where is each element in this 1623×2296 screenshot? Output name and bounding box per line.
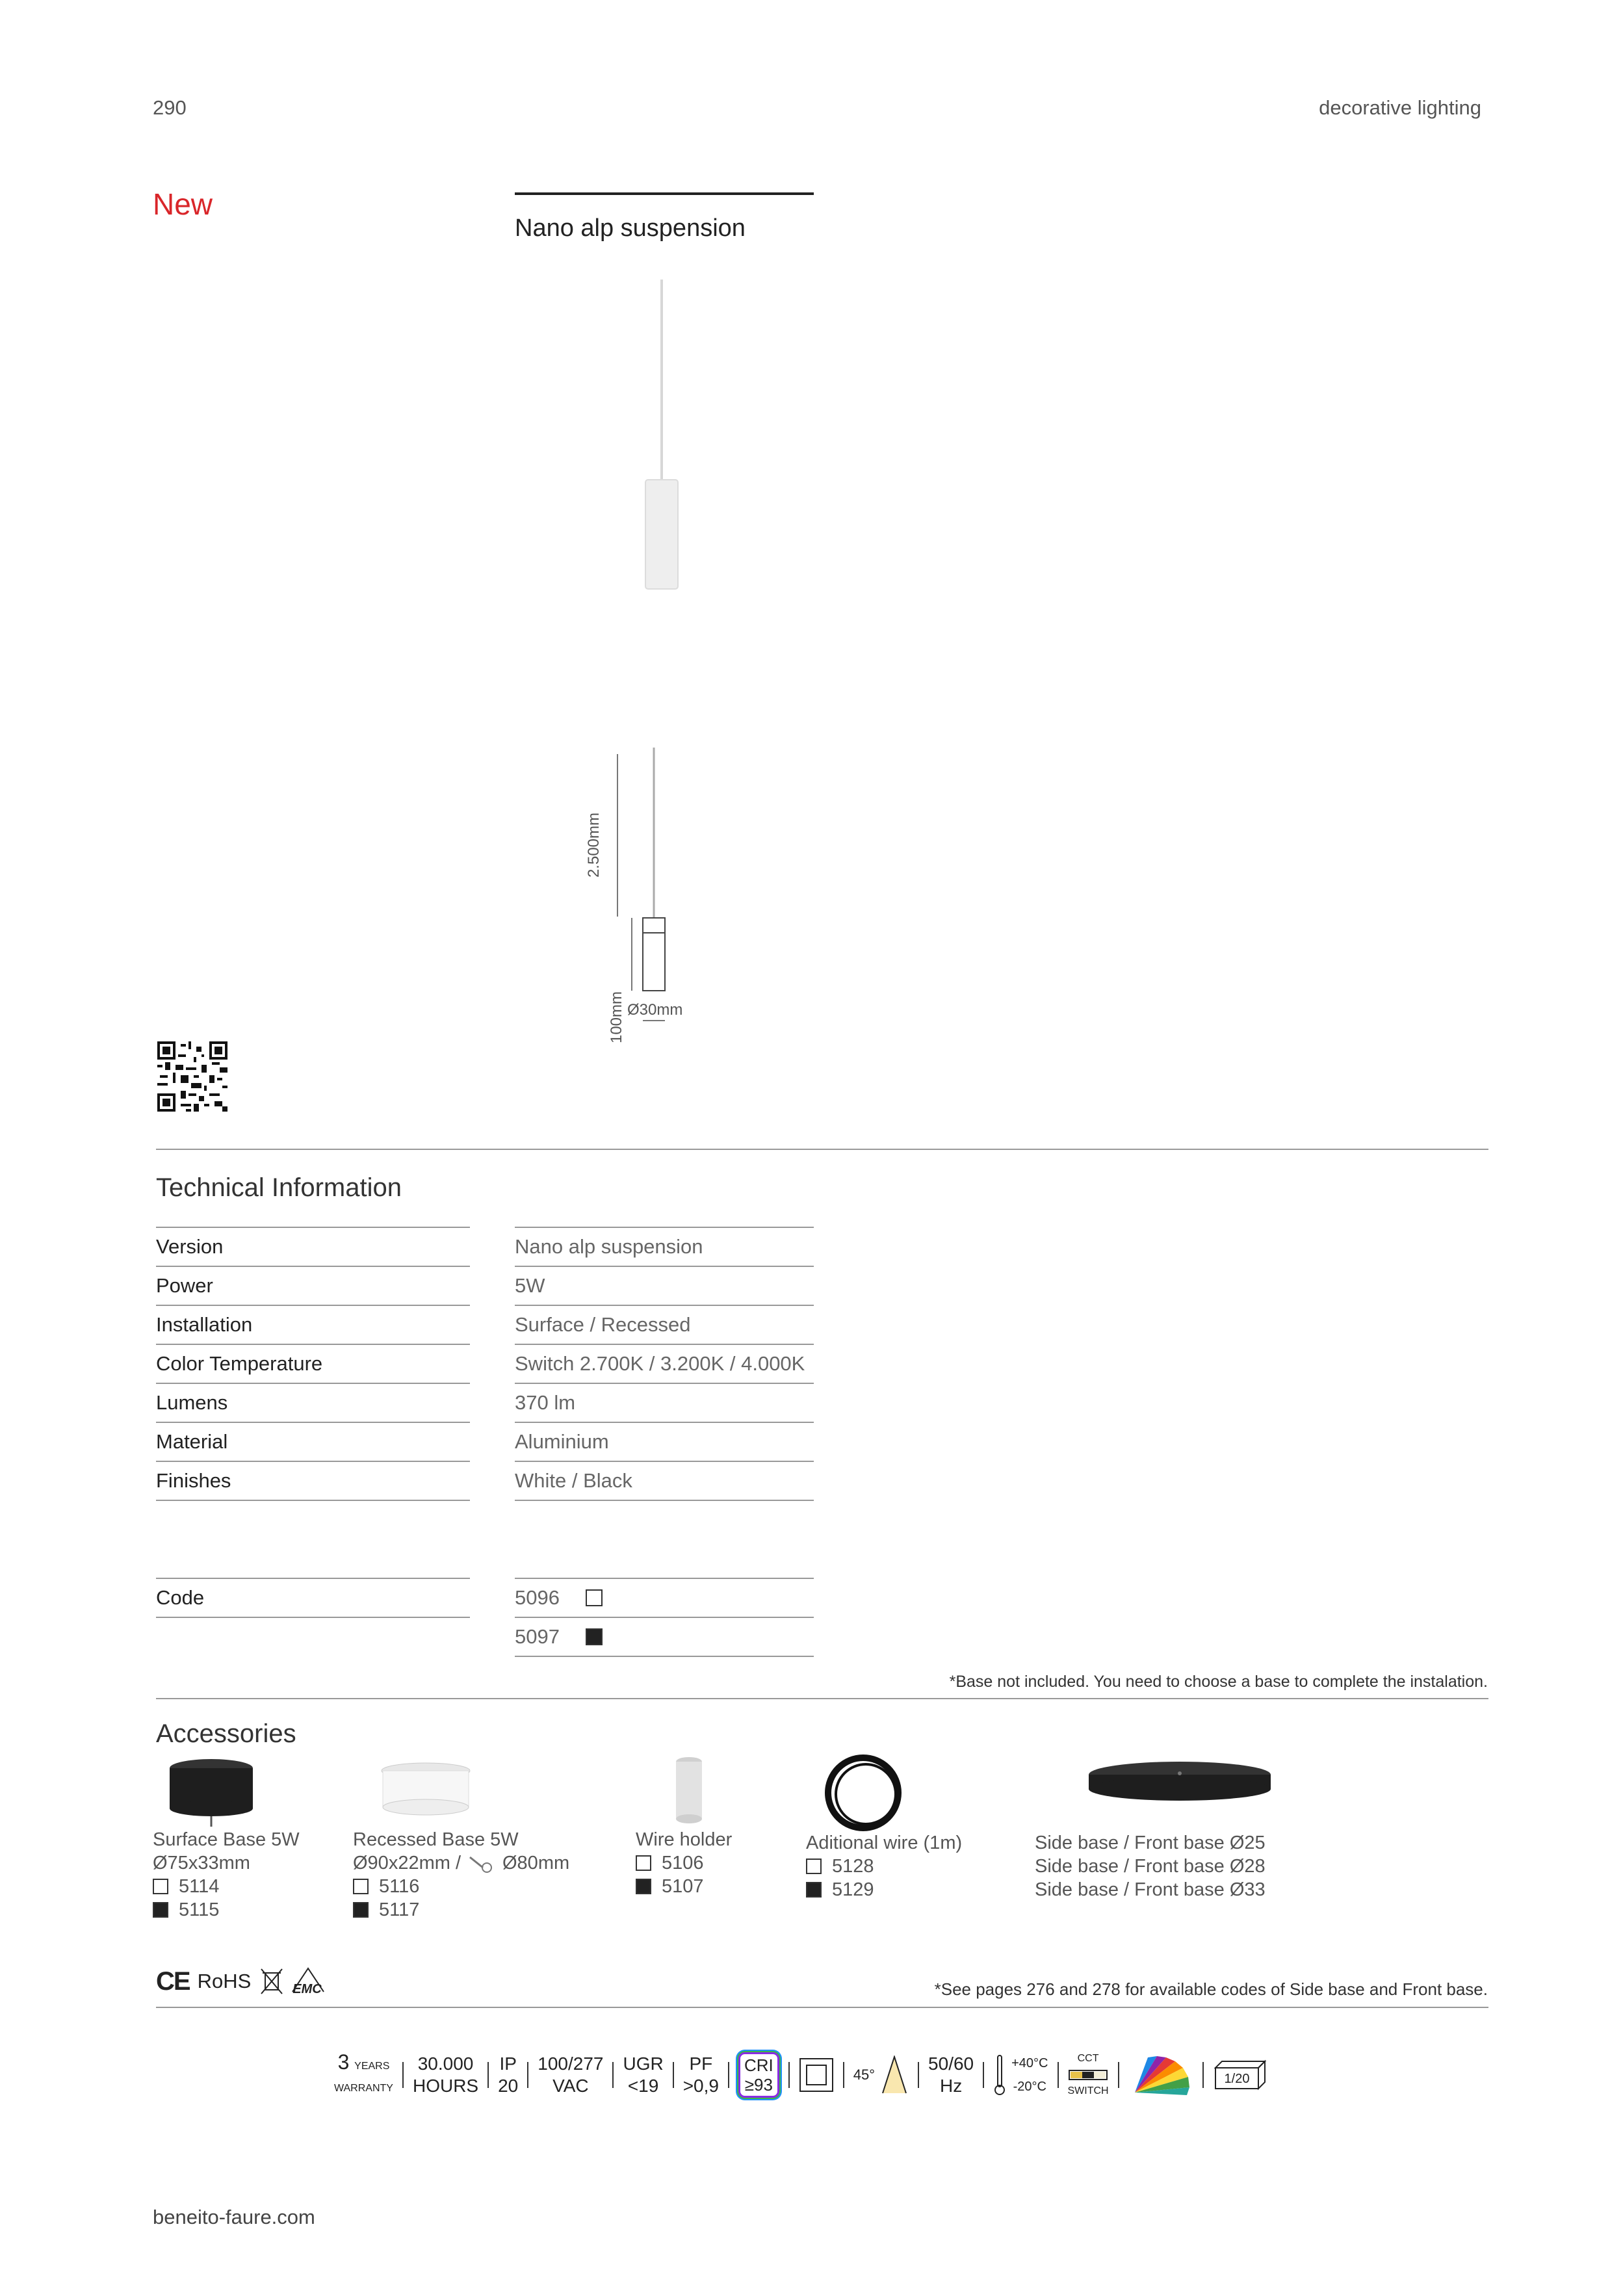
title-rule bbox=[515, 192, 814, 195]
recessed-base-image bbox=[374, 1762, 478, 1820]
qr-code[interactable] bbox=[157, 1041, 227, 1112]
spec-value: 370 lm bbox=[515, 1383, 814, 1422]
accessory-side-base bbox=[1035, 1831, 1266, 1901]
spec-value: Switch 2.700K / 3.200K / 4.000K bbox=[515, 1344, 814, 1383]
base-note: *Base not included. You need to choose a base to complete the instalation. bbox=[949, 1673, 1488, 1691]
accessory-name: Recessed Base 5W bbox=[353, 1829, 519, 1850]
accessory-dims: Ø75x33mm bbox=[153, 1853, 250, 1873]
suspension-cable bbox=[660, 280, 663, 481]
dim-diameter-label: Ø30mm bbox=[627, 1001, 683, 1019]
lifetime-hours: 30.000 HOURS bbox=[412, 2054, 479, 2096]
product-image bbox=[624, 280, 702, 592]
divider bbox=[156, 1149, 1488, 1150]
dim-height-label: 100mm bbox=[608, 991, 625, 1044]
emc-mark: EMC bbox=[292, 1970, 321, 1993]
accessory-name: Aditional wire (1m) bbox=[806, 1833, 963, 1853]
surface-base-image bbox=[166, 1755, 257, 1827]
spec-value: Aluminium bbox=[515, 1422, 814, 1461]
accessory-additional-wire bbox=[806, 1831, 962, 1901]
product-title: Nano alp suspension bbox=[515, 215, 746, 242]
switch-icon bbox=[1069, 2070, 1108, 2080]
side-base-option: Side base / Front base Ø33 bbox=[1035, 1879, 1266, 1900]
spec-value: 5W bbox=[515, 1266, 814, 1305]
spec-value: Surface / Recessed bbox=[515, 1305, 814, 1344]
black-finish-swatch bbox=[586, 1628, 603, 1645]
code-row-white bbox=[515, 1578, 814, 1617]
accessory-name: Wire holder bbox=[636, 1829, 733, 1850]
class-ii-icon bbox=[790, 2057, 843, 2093]
accessory-code: 5107 bbox=[662, 1876, 704, 1897]
black-swatch bbox=[636, 1879, 651, 1894]
color-fan-icon bbox=[1119, 2054, 1202, 2096]
spec-label: Finishes bbox=[156, 1461, 470, 1501]
svg-text:1/20: 1/20 bbox=[1224, 2072, 1250, 2086]
beam-angle: 45° bbox=[844, 2055, 918, 2094]
voltage: 100/277 VAC bbox=[538, 2054, 604, 2096]
side-base-note: *See pages 276 and 278 for available codes of Side base and Front base. bbox=[934, 1979, 1488, 1999]
accessory-surface-base bbox=[153, 1828, 300, 1922]
cct-switch: CCT SWITCH bbox=[1067, 2053, 1109, 2096]
accessory-code: 5106 bbox=[662, 1853, 704, 1873]
accessory-recessed-base bbox=[353, 1828, 569, 1922]
side-base-image bbox=[1082, 1755, 1277, 1814]
dimension-drawing bbox=[585, 748, 715, 1034]
code-row-black bbox=[515, 1617, 814, 1657]
spec-value: Nano alp suspension bbox=[515, 1227, 814, 1266]
weee-bin-icon bbox=[259, 1966, 285, 1996]
code-value: 5097 bbox=[515, 1625, 560, 1648]
spec-label: Lumens bbox=[156, 1383, 470, 1422]
additional-wire-image bbox=[819, 1749, 910, 1840]
section-name: decorative lighting bbox=[1319, 96, 1481, 119]
accessory-code: 5128 bbox=[832, 1856, 874, 1877]
dim-cable-label: 2.500mm bbox=[585, 813, 603, 878]
black-swatch bbox=[353, 1902, 369, 1918]
ce-mark: CE bbox=[156, 1966, 190, 1996]
spec-label: Material bbox=[156, 1422, 470, 1461]
accessory-name: Surface Base 5W bbox=[153, 1829, 300, 1850]
accessory-cut-size: Ø80mm bbox=[502, 1853, 570, 1873]
accessory-code: 5129 bbox=[832, 1879, 874, 1900]
operating-temperature: +40°C -20°C bbox=[984, 2052, 1057, 2098]
rohs-mark: RoHS bbox=[197, 1970, 252, 1992]
white-swatch bbox=[153, 1879, 168, 1894]
frequency: 50/60 Hz bbox=[928, 2054, 974, 2096]
black-swatch bbox=[806, 1882, 822, 1898]
spec-label: Color Temperature bbox=[156, 1344, 470, 1383]
white-swatch bbox=[353, 1879, 369, 1894]
ugr-rating: UGR <19 bbox=[623, 2054, 664, 2096]
accessory-code: 5114 bbox=[179, 1876, 220, 1897]
hole-saw-icon bbox=[467, 1853, 496, 1873]
divider bbox=[156, 1698, 1488, 1699]
power-factor: PF >0,9 bbox=[682, 2054, 719, 2096]
thermometer-icon bbox=[993, 2054, 1006, 2096]
packaging-units bbox=[1204, 2059, 1277, 2091]
wire-holder-image bbox=[669, 1755, 708, 1827]
black-swatch bbox=[153, 1902, 168, 1918]
accessories-title: Accessories bbox=[156, 1719, 296, 1748]
divider bbox=[156, 2007, 1488, 2008]
tech-info-title: Technical Information bbox=[156, 1173, 402, 1202]
spec-icon-bar bbox=[325, 2048, 1277, 2102]
beam-angle-icon bbox=[880, 2055, 909, 2094]
website-link[interactable]: beneito-faure.com bbox=[153, 2206, 315, 2228]
spec-label: Power bbox=[156, 1266, 470, 1305]
code-value: 5096 bbox=[515, 1586, 560, 1609]
white-finish-swatch bbox=[586, 1589, 603, 1606]
accessory-code: 5117 bbox=[379, 1899, 420, 1920]
side-base-option: Side base / Front base Ø28 bbox=[1035, 1856, 1266, 1877]
spec-label: Installation bbox=[156, 1305, 470, 1344]
white-swatch bbox=[806, 1859, 822, 1874]
warranty-badge: 3 YEARS WARRANTY bbox=[334, 2050, 393, 2094]
certifications bbox=[156, 1966, 322, 1996]
page-number: 290 bbox=[153, 96, 187, 119]
box-icon bbox=[1213, 2059, 1267, 2091]
accessory-dims: Ø90x22mm / bbox=[353, 1853, 461, 1873]
pendant-body bbox=[645, 480, 678, 589]
accessory-wire-holder bbox=[636, 1828, 732, 1898]
code-label: Code bbox=[156, 1578, 470, 1618]
accessory-code: 5115 bbox=[179, 1899, 220, 1920]
white-swatch bbox=[636, 1855, 651, 1871]
side-base-option: Side base / Front base Ø25 bbox=[1035, 1833, 1266, 1853]
cri-badge: CRI ≥93 bbox=[729, 2052, 788, 2098]
ip-rating: IP 20 bbox=[498, 2054, 519, 2096]
accessory-code: 5116 bbox=[379, 1876, 420, 1897]
new-badge: New bbox=[153, 187, 213, 221]
spec-value: White / Black bbox=[515, 1461, 814, 1501]
spec-label: Version bbox=[156, 1227, 470, 1266]
